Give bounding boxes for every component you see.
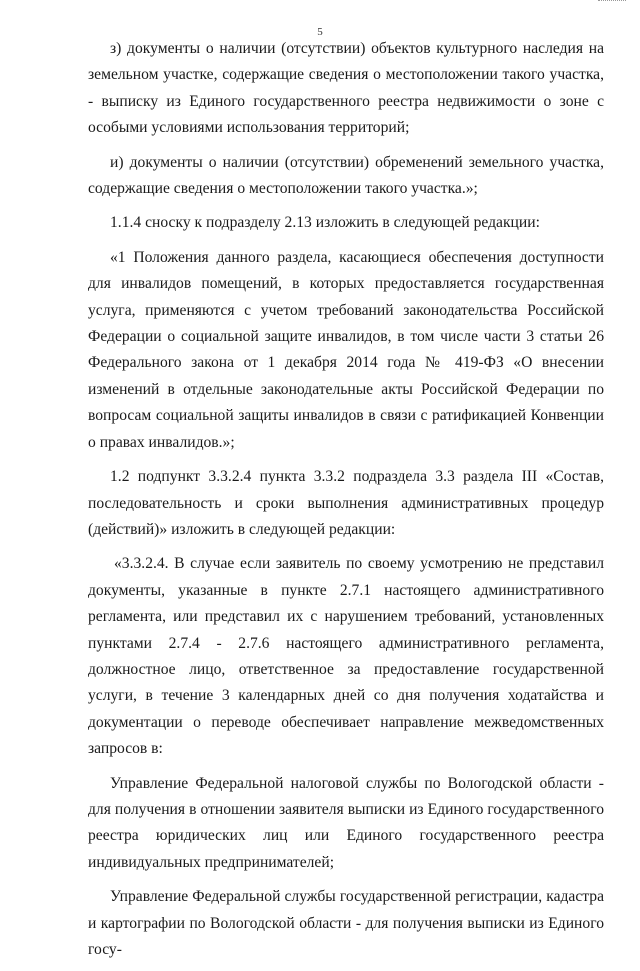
paragraph-footnote-text: «1 Положения данного раздела, касающиеся обеспечения доступности для инвалидов помещений, в которых предоставляется государственная услуга, применяются с учетом требований законодательства Российской Федерации о социальной защите инвалидов, в том числе части 3 статьи 26 Федерального закона от 1 декабря 2014 года № 419-ФЗ «О внесении изменений в отдельные законодательные акты Российской Федерации по вопросам социальной защиты инвалидов в связи с ратификацией Конвенции о правах инвалидов.»; [88,248,604,451]
paragraph-item-z: з) документы о наличии (отсутствии) объектов культурного наследия на земельном участке, содержащие сведения о местоположении такого участка, - выписку из Единого государственного реестра недвижимости о зоне с особыми условиями использования территорий; [88,40,604,137]
paragraph-tax-service: Управление Федеральной налоговой службы по Вологодской области - для получения в отношении заявителя выписки из Единого государственного реестра юридических лиц или Единого государственного реестра индивидуальных предпринимателей; [88,774,604,871]
paragraph-3-3-2-4: «3.3.2.4. В случае если заявитель по своему усмотрению не представил документы, указанные в пункте 2.7.1 настоящего административного регламента, или представил их с нарушением требований, установленных пунктами 2.7.4 - 2.7.6 настоящего административного регламента, должностное лицо, ответственное за предоставление государственной услуги, в течение 3 календарных дней со дня получения ходатайства и документации о переводе обеспечивает направление межведомственных запросов в: [88,555,604,758]
paragraph-1-1-4: 1.1.4 сноску к подразделу 2.13 изложить в следующей редакции: [110,214,540,232]
paragraph-rosreestr: Управление Федеральной службы государственной регистрации, кадастра и картографии по Вологодской области - для получения выписки из Единого госу- [88,888,604,958]
document-body [88,36,604,971]
scan-corner-mark [598,0,626,5]
page-number: 5 [317,26,323,38]
paragraph-1-2: 1.2 подпункт 3.3.2.4 пункта 3.3.2 подраздела 3.3 раздела III «Состав, последовательность и сроки выполнения административных процедур (действий)» изложить в следующей редакции: [88,468,604,538]
paragraph-item-i: и) документы о наличии (отсутствии) обременений земельного участка, содержащие сведения о местоположении такого участка.»; [88,153,604,198]
